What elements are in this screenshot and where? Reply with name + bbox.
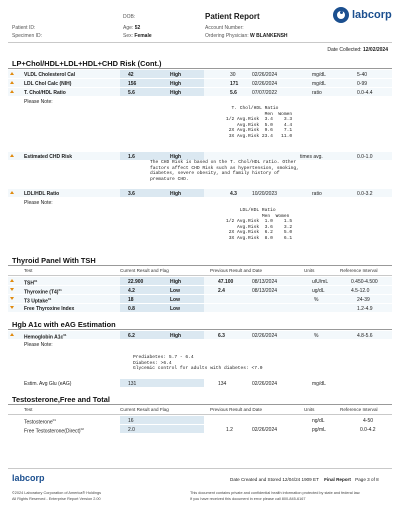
table-row <box>8 189 392 197</box>
table-row <box>8 70 392 78</box>
col-header-units: Units <box>304 268 315 273</box>
table-row <box>8 286 392 294</box>
previous-value: 1.2 <box>226 426 233 433</box>
a1c-guidance-note: Prediabetes: 5.7 - 6.4 Diabetes: >6.4 Glycemic control for adults with diabetes: <7.0 <box>133 355 263 372</box>
date-collected <box>327 47 388 53</box>
physician-value: W BLANKENSH <box>250 33 288 39</box>
previous-date: 08/13/2024 <box>252 287 278 294</box>
account-number-label: Account Number: <box>205 25 244 31</box>
previous-date: 02/26/2024 <box>252 71 278 78</box>
section-title-lipid: LP+Chol/HDL+LDL+HDL+CHD Risk (Cont.) <box>12 59 162 68</box>
units: % <box>314 332 319 339</box>
footnote-ref: 02 <box>80 426 84 431</box>
reference-interval: 4.5-12.0 <box>351 287 370 294</box>
units: % <box>314 296 319 303</box>
result-value: 3.6 <box>128 190 135 197</box>
confidential-notice: This document contains private and confidential health information protected by state and federal law. <box>190 491 361 495</box>
table-row <box>8 379 392 387</box>
lipid-divider <box>8 68 392 69</box>
previous-date: 10/20/2023 <box>252 190 278 197</box>
result-value: 22.900 <box>128 278 144 285</box>
age-label: Age: <box>123 25 134 31</box>
test-name: Thyroxine (T4) <box>24 289 59 296</box>
result-flag: High <box>170 278 182 285</box>
reference-interval: 0.0-4.4 <box>357 89 373 96</box>
flag-high-icon <box>10 333 14 336</box>
flag-high-icon <box>10 191 14 194</box>
footnote-ref: 01 <box>34 278 38 283</box>
chd-risk-explanation: The CHD Risk is based on the T. Chol/HDL ratio. Other factors affect CHD Risk such as hypertension, smoking, diabetes, severe obesity, and family history of premature CHD. <box>150 160 299 182</box>
previous-value: 6.3 <box>218 332 225 339</box>
page-title: Patient Report <box>205 12 260 21</box>
age-field <box>123 25 140 31</box>
test-name: Estimated CHD Risk <box>24 153 73 160</box>
units: mg/dL <box>312 71 326 78</box>
reference-interval: 4.8-5.6 <box>357 332 373 339</box>
previous-value: 2.4 <box>218 287 225 294</box>
col-header-current: Current Result and Flag <box>120 407 169 412</box>
units: pg/mL <box>312 426 326 433</box>
result-value: 4.2 <box>128 287 135 294</box>
age-value: 52 <box>134 25 141 31</box>
footer-logo-text: labcorp <box>12 473 45 483</box>
result-flag: Low <box>170 296 180 303</box>
result-value: 2.0 <box>128 426 135 433</box>
flag-high-icon <box>10 154 14 157</box>
previous-date: 02/26/2024 <box>252 380 278 387</box>
flag-low-icon <box>10 288 14 291</box>
table-row <box>8 295 392 303</box>
test-name: Free Testosterone(Direct) <box>24 428 81 435</box>
date-collected-label: Date Collected: <box>327 47 362 53</box>
previous-value: 30 <box>230 71 236 78</box>
result-flag: High <box>170 153 182 160</box>
footnote-ref: 01 <box>47 296 52 301</box>
footnote-ref: 01 <box>52 417 56 422</box>
copyright-text: ©2024 Laboratory Corporation of America® Holdings <box>12 491 101 495</box>
reference-interval: 0.0-1.0 <box>357 153 373 160</box>
result-flag: High <box>170 89 182 96</box>
section-title-thyroid: Thyroid Panel With TSH <box>12 256 96 265</box>
header-underline <box>8 275 392 276</box>
labcorp-logo-icon <box>333 7 349 23</box>
table-row <box>8 416 392 424</box>
units: mg/dL <box>312 80 326 87</box>
sex-field <box>123 33 152 39</box>
result-value: 6.2 <box>128 332 135 339</box>
rights-text: All Rights Reserved - Enterprise Report Version 2.00 <box>12 497 101 501</box>
previous-value: 5.6 <box>230 89 237 96</box>
previous-value: 171 <box>230 80 239 87</box>
date-created: Date Created and Stored 12/04/24 1909 ET <box>230 477 319 482</box>
chol-hdl-risk-table: T. Chol/HDL Ratio Men Women 1/2 Avg.Risk 3.4 3.3 Avg.Risk 5.0 4.4 2X Avg.Risk 9.6 7.1 3X Avg.Risk 23.4 11.0 <box>226 106 293 139</box>
sex-value: Female <box>134 33 152 39</box>
please-note-label: Please Note: <box>24 99 53 105</box>
flag-high-icon <box>10 90 14 93</box>
result-value: 42 <box>128 71 134 78</box>
testosterone-divider <box>8 404 392 405</box>
reference-interval: 0.0-4.2 <box>360 426 376 433</box>
footer-report-meta <box>230 477 379 482</box>
footnote-ref: 01 <box>58 287 62 292</box>
result-value: 16 <box>128 417 134 424</box>
specimen-id-label: Specimen ID: <box>12 33 43 39</box>
table-row <box>8 79 392 87</box>
col-header-previous: Previous Result and Date <box>210 268 263 273</box>
final-report-label: Final Report <box>324 477 351 482</box>
header-divider <box>8 42 392 43</box>
test-name: Testosterone <box>24 419 53 426</box>
labcorp-logo-text: labcorp <box>352 9 392 21</box>
units: times avg. <box>300 153 323 160</box>
test-name: Estim. Avg Glu (eAG) <box>24 380 72 387</box>
flag-low-icon <box>10 306 14 309</box>
result-flag: High <box>170 332 182 339</box>
test-name: VLDL Cholesterol Cal <box>24 71 76 78</box>
reference-interval: 4-50 <box>363 417 374 424</box>
thyroid-divider <box>8 265 392 266</box>
section-title-a1c: Hgb A1c with eAG Estimation <box>12 320 116 329</box>
ldl-hdl-risk-table: LDL/HDL Ratio Men Women 1/2 Avg.Risk 1.0 1.5 Avg.Risk 3.6 3.2 2X Avg.Risk 6.2 5.0 3X Avg.Risk 8.0 6.1 <box>226 208 293 241</box>
test-name: T. Chol/HDL Ratio <box>24 89 66 96</box>
testosterone-column-headers <box>0 407 400 414</box>
table-row <box>8 304 392 312</box>
previous-value: 4.3 <box>230 190 237 197</box>
test-name: LDL/HDL Ratio <box>24 190 60 197</box>
sex-label: Sex: <box>123 33 134 39</box>
flag-high-icon <box>10 81 14 84</box>
result-flag: Low <box>170 287 180 294</box>
previous-value: 134 <box>218 380 227 387</box>
logo-dot-icon <box>340 11 343 14</box>
col-header-units: Units <box>304 407 315 412</box>
reference-interval: 0.450-4.500 <box>351 278 378 285</box>
flag-low-icon <box>10 297 14 300</box>
footer-divider <box>8 468 392 469</box>
col-header-current: Current Result and Flag <box>120 268 169 273</box>
units: ng/dL <box>312 417 325 424</box>
flag-high-icon <box>10 72 14 75</box>
result-value: 0.8 <box>128 305 135 312</box>
result-flag: High <box>170 190 182 197</box>
flag-high-icon <box>10 279 14 282</box>
previous-date: 02/26/2024 <box>252 332 278 339</box>
page-number: Page 3 of 8 <box>355 477 379 482</box>
reference-interval: 24-39 <box>357 296 370 303</box>
units: ug/dL <box>312 287 325 294</box>
reference-interval: 1.2-4.9 <box>357 305 373 312</box>
please-note-label: Please Note: <box>24 342 53 348</box>
thyroid-column-headers <box>0 268 400 275</box>
a1c-divider <box>8 329 392 330</box>
test-name: T3 Uptake <box>24 298 48 305</box>
units: ratio <box>312 190 322 197</box>
table-row <box>8 425 392 433</box>
patient-id-label: Patient ID: <box>12 25 36 31</box>
ordering-physician <box>205 33 288 39</box>
dob-label: DOB: <box>123 14 136 20</box>
previous-date: 07/07/2022 <box>252 89 278 96</box>
units: ratio <box>312 89 322 96</box>
units: mg/dL <box>312 380 326 387</box>
test-name: Free Thyroxine Index <box>24 305 75 312</box>
table-row <box>8 277 392 285</box>
previous-date: 02/26/2024 <box>252 426 278 433</box>
footnote-ref: 01 <box>63 332 67 337</box>
col-header-previous: Previous Result and Date <box>210 407 263 412</box>
physician-label: Ordering Physician: <box>205 33 249 39</box>
result-flag: High <box>170 71 182 78</box>
previous-value: 47.100 <box>218 278 234 285</box>
col-header-test: Test <box>24 268 33 273</box>
previous-date: 02/26/2024 <box>252 80 278 87</box>
reference-interval: 0.0-3.2 <box>357 190 373 197</box>
test-name: TSH <box>24 280 34 287</box>
table-row <box>8 88 392 96</box>
table-row <box>8 152 392 160</box>
col-header-ref: Reference Interval <box>340 268 378 273</box>
result-value: 18 <box>128 296 134 303</box>
result-value: 156 <box>128 80 137 87</box>
units: uIU/mL <box>312 278 329 285</box>
section-title-testosterone: Testosterone,Free and Total <box>12 395 110 404</box>
date-collected-value: 12/02/2024 <box>362 47 388 53</box>
previous-date: 08/13/2024 <box>252 278 278 285</box>
result-value: 131 <box>128 380 137 387</box>
test-name: LDL Chol Calc (NIH) <box>24 80 72 87</box>
result-flag: High <box>170 80 182 87</box>
col-header-ref: Reference Interval <box>340 407 378 412</box>
reference-interval: 0-99 <box>357 80 368 87</box>
col-header-test: Test <box>24 407 33 412</box>
result-value: 5.6 <box>128 89 135 96</box>
test-name: Hemoglobin A1c <box>24 334 64 341</box>
result-flag: Low <box>170 305 180 312</box>
reference-interval: 5-40 <box>357 71 368 78</box>
please-note-label: Please Note: <box>24 200 53 206</box>
table-row <box>8 331 392 339</box>
result-value: 1.6 <box>128 153 135 160</box>
error-notice: If you have received this document in error please call 800-845-6167 <box>190 497 306 501</box>
header-underline <box>8 414 392 415</box>
